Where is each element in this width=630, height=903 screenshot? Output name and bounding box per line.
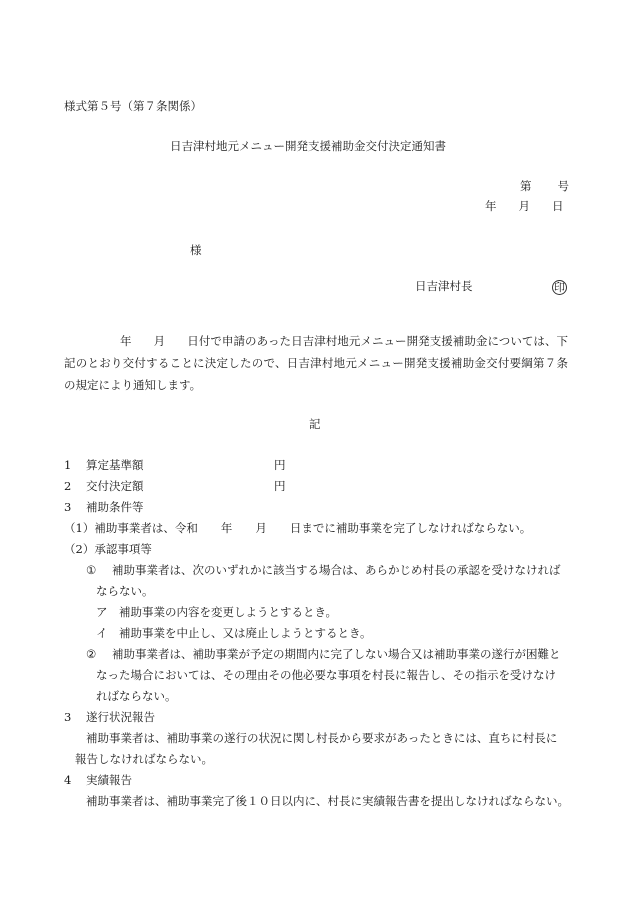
item-result-report: 4 実績報告 (64, 773, 132, 787)
date-day: 日 (552, 199, 564, 213)
issue-date (485, 196, 564, 216)
body-month: 月 (153, 334, 166, 348)
approval-clause-1-a: ア 補助事業の内容を変更しようとするとき。 (96, 605, 338, 619)
item-conditions: 3 補助条件等 (64, 500, 144, 514)
condition-approval: （2）承認事項等 (64, 542, 152, 556)
seal-mark (552, 277, 567, 297)
approval-clause-1: ① 補助事業者は、次のいずれかに該当する場合は、あらかじめ村長の承認を受けなければ (86, 563, 561, 577)
recipient-honorific: 様 (190, 243, 202, 257)
body-rest: 下記のとおり交付することに決定したので、日吉津村地元メニュー開発支援補助金交付要綱第７条の規定により通知します。 (64, 334, 569, 392)
conditions-section (64, 455, 584, 812)
result-report-text: 補助事業者は、補助事業完了後１０日以内に、村長に実績報告書を提出しなければならない。 (86, 794, 569, 808)
body-year: 年 (120, 334, 132, 348)
document-number (520, 176, 569, 196)
approval-clause-2-cont2: ればならない。 (96, 689, 177, 703)
approval-clause-1-cont: ならない。 (96, 584, 154, 598)
item-calculation-base: 1 算定基準額 円 (64, 458, 286, 472)
document-title: 日吉津村地元メニュー開発支援補助金交付決定通知書 (170, 139, 446, 153)
item-progress-report: 3 遂行状況報告 (64, 710, 155, 724)
approval-clause-2: ② 補助事業者は、補助事業が予定の期間内に完了しない場合又は補助事業の遂行が困難と (86, 647, 561, 661)
doc-no-dai: 第 (520, 179, 532, 193)
form-number: 様式第５号（第７条関係） (64, 99, 202, 113)
condition-completion: （1）補助事業者は、令和 年 月 日までに補助事業を完了しなければならない。 (64, 521, 532, 535)
date-year: 年 (485, 199, 497, 213)
ki-heading: 記 (309, 417, 321, 431)
date-month: 月 (518, 199, 530, 213)
approval-clause-2-cont1: なった場合においては、その理由その他必要な事項を村長に報告し、その指示を受けなけ (96, 668, 556, 682)
doc-no-go: 号 (557, 179, 569, 193)
progress-report-text-cont: 報告しなければならない。 (75, 752, 213, 766)
seal-icon: 印 (554, 281, 565, 294)
sender-name: 日吉津村長 (415, 279, 473, 293)
body-line1: 日付で申請のあった日吉津村地元メニュー開発支援補助金については、 (187, 334, 557, 348)
item-grant-amount: 2 交付決定額 円 (64, 479, 286, 493)
progress-report-text: 補助事業者は、補助事業の遂行の状況に関し村長から要求があったときには、直ちに村長に (86, 731, 558, 745)
notification-body (64, 330, 568, 396)
approval-clause-1-b: イ 補助事業を中止し、又は廃止しようとするとき。 (96, 626, 372, 640)
